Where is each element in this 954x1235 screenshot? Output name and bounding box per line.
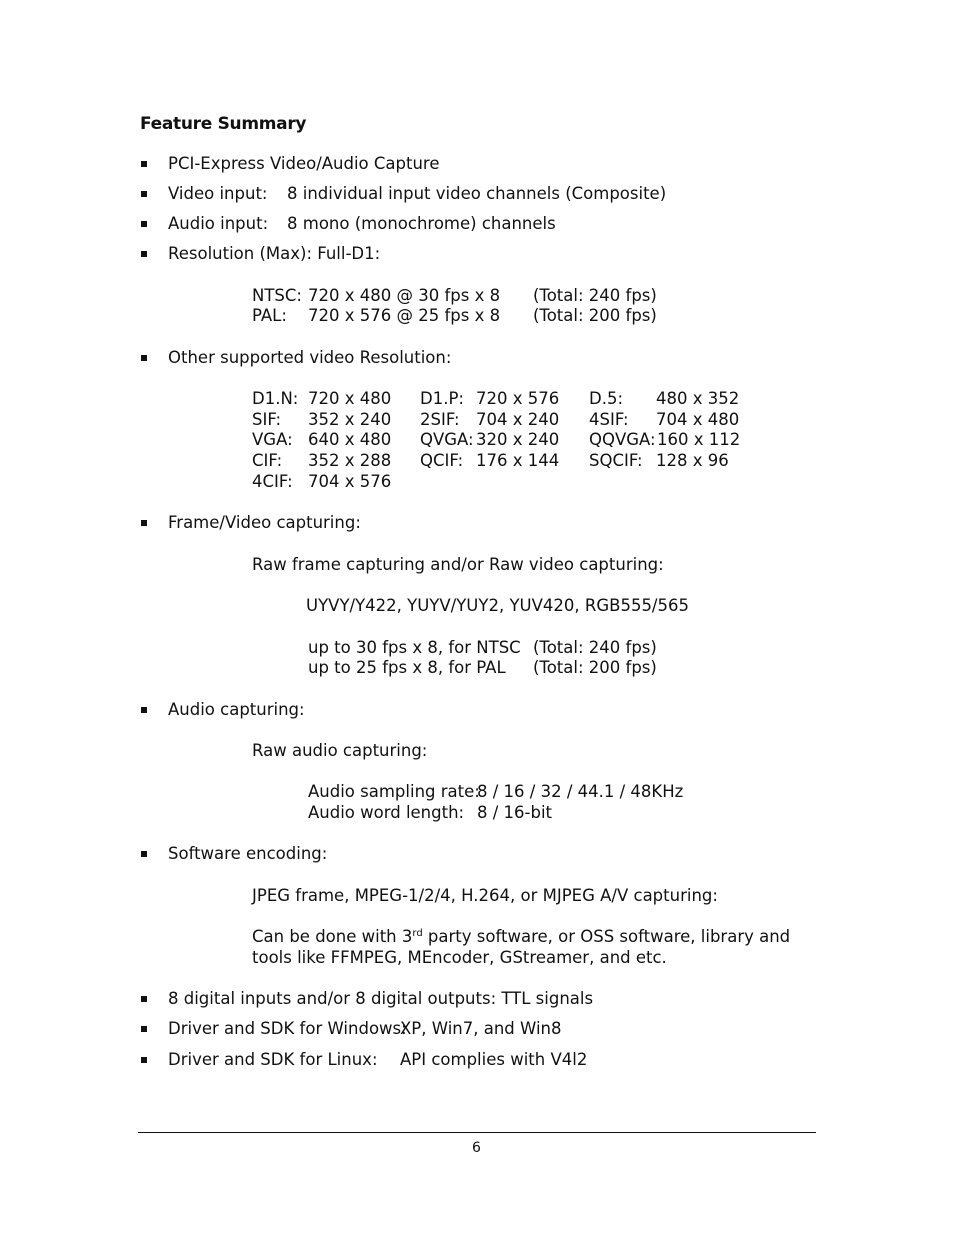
frame-rate: up to 25 fps x 8, for PAL: [308, 658, 506, 677]
res-value: 320 x 240: [476, 430, 560, 449]
res-value: 640 x 480: [308, 430, 392, 449]
res-key: D.5:: [589, 389, 624, 408]
bullet-label: Audio input:: [168, 214, 269, 233]
bullet-text: 8 digital inputs and/or 8 digital outputs: TTL signals: [168, 989, 594, 1008]
bullet-marker: [141, 1057, 147, 1063]
audio-capture-intro: Raw audio capturing:: [252, 741, 428, 760]
res-value: 704 x 480: [656, 410, 740, 429]
encoding-line-1-pre: Can be done with 3: [252, 927, 413, 946]
bullet-text: Audio capturing:: [168, 700, 305, 719]
std-label: PAL:: [252, 306, 287, 325]
std-total: (Total: 200 fps): [533, 306, 657, 325]
bullet-label: Driver and SDK for Windows:: [168, 1019, 407, 1038]
encoding-line-2: tools like FFMPEG, MEncoder, GStreamer, and etc.: [252, 948, 667, 967]
res-key: VGA:: [252, 430, 293, 449]
encoding-superscript: rd: [412, 928, 423, 939]
bullet-text: Other supported video Resolution:: [168, 348, 452, 367]
frame-rate: up to 30 fps x 8, for NTSC: [308, 638, 521, 657]
std-resolution: 720 x 576 @ 25 fps x 8: [308, 306, 501, 325]
frame-capture-formats: UYVY/Y422, YUYV/YUY2, YUV420, RGB555/565: [306, 596, 689, 615]
frame-capture-intro: Raw frame capturing and/or Raw video capturing:: [252, 555, 664, 574]
encoding-intro: JPEG frame, MPEG-1/2/4, H.264, or MJPEG A/V capturing:: [252, 886, 718, 905]
res-key: D1.N:: [252, 389, 299, 408]
page-number: 6: [472, 1140, 481, 1156]
res-key: QCIF:: [420, 451, 464, 470]
res-key: QVGA:: [420, 430, 474, 449]
bullet-marker: [141, 1026, 147, 1032]
bullet-marker: [141, 221, 147, 227]
res-key: CIF:: [252, 451, 283, 470]
bullet-text: Resolution (Max): Full-D1:: [168, 244, 381, 263]
bullet-marker: [141, 996, 147, 1002]
bullet-marker: [141, 707, 147, 713]
res-value: 352 x 240: [308, 410, 392, 429]
audio-rate-label: Audio sampling rate:: [308, 782, 480, 801]
res-value: 720 x 576: [476, 389, 560, 408]
res-key: D1.P:: [420, 389, 464, 408]
bullet-marker: [141, 191, 147, 197]
bullet-marker: [141, 520, 147, 526]
res-value: 480 x 352: [656, 389, 740, 408]
res-value: 128 x 96: [656, 451, 729, 470]
bullet-text: Software encoding:: [168, 844, 328, 863]
audio-word-value: 8 / 16-bit: [477, 803, 553, 822]
res-value: 704 x 240: [476, 410, 560, 429]
res-key: 4CIF:: [252, 472, 293, 491]
footer-divider: [138, 1132, 816, 1133]
frame-rate-total: (Total: 200 fps): [533, 658, 657, 677]
bullet-value: API complies with V4l2: [400, 1050, 588, 1069]
bullet-text: PCI-Express Video/Audio Capture: [168, 154, 440, 173]
bullet-marker: [141, 161, 147, 167]
res-value: 352 x 288: [308, 451, 392, 470]
res-value: 160 x 112: [657, 430, 741, 449]
audio-rate-value: 8 / 16 / 32 / 44.1 / 48KHz: [477, 782, 684, 801]
res-key: 4SIF:: [589, 410, 629, 429]
frame-rate-total: (Total: 240 fps): [533, 638, 657, 657]
res-key: SQCIF:: [589, 451, 643, 470]
bullet-marker: [141, 851, 147, 857]
bullet-value: 8 individual input video channels (Composite): [287, 184, 667, 203]
std-resolution: 720 x 480 @ 30 fps x 8: [308, 286, 501, 305]
res-value: 720 x 480: [308, 389, 392, 408]
bullet-marker: [141, 355, 147, 361]
bullet-label: Video input:: [168, 184, 268, 203]
res-value: 704 x 576: [308, 472, 392, 491]
bullet-label: Driver and SDK for Linux:: [168, 1050, 378, 1069]
res-key: QQVGA:: [589, 430, 656, 449]
audio-word-label: Audio word length:: [308, 803, 465, 822]
res-key: 2SIF:: [420, 410, 460, 429]
std-total: (Total: 240 fps): [533, 286, 657, 305]
bullet-value: XP, Win7, and Win8: [400, 1019, 562, 1038]
std-label: NTSC:: [252, 286, 302, 305]
section-title: Feature Summary: [140, 114, 307, 134]
res-key: SIF:: [252, 410, 282, 429]
encoding-line-1-post: party software, or OSS software, library and: [422, 927, 791, 946]
res-value: 176 x 144: [476, 451, 560, 470]
bullet-marker: [141, 251, 147, 257]
encoding-line-1: [252, 927, 790, 947]
bullet-value: 8 mono (monochrome) channels: [287, 214, 556, 233]
bullet-text: Frame/Video capturing:: [168, 513, 361, 532]
